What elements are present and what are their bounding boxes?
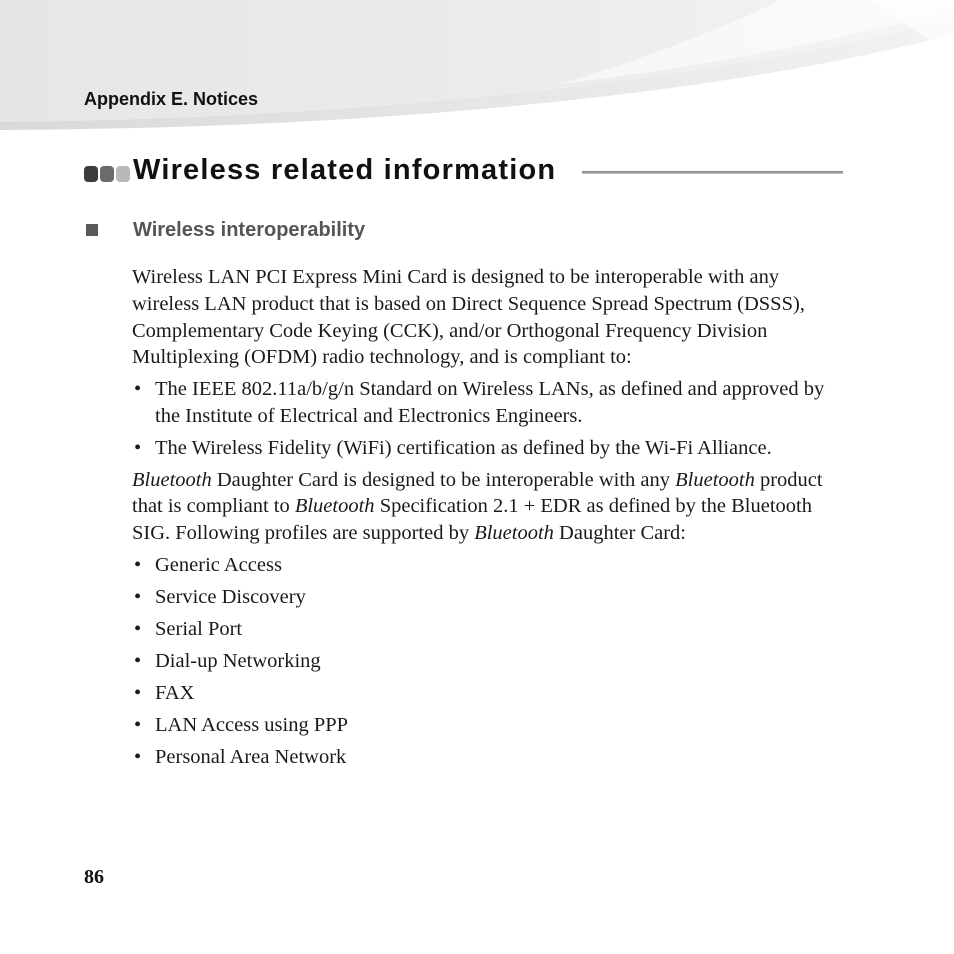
paragraph-text: Specification 2.1 + EDR as defined by the Bluetooth SIG. Following profiles are supported by <box>132 495 812 545</box>
list-item: • FAX <box>132 680 844 707</box>
running-header: Appendix E. Notices <box>84 89 259 109</box>
title-dot <box>84 166 98 182</box>
body-text <box>132 264 844 776</box>
section-title-row <box>84 154 844 194</box>
intro-paragraph: Wireless LAN PCI Express Mini Card is designed to be interoperable with any wireless LAN product that is based on Direct Sequence Spread Spectrum (DSSS), Complementary Code Keying (CCK), and/or Orthogonal Frequency Division Multiplexing (OFDM) radio technology, and is compliant to: <box>132 266 805 369</box>
page-number: 86 <box>84 866 104 888</box>
bluetooth-term: Bluetooth <box>675 468 755 491</box>
list-item: • Service Discovery <box>132 584 844 611</box>
section-title: Wireless related information <box>133 154 557 186</box>
standards-list <box>132 376 844 461</box>
list-item: • Serial Port <box>132 616 844 643</box>
list-item: • Dial-up Networking <box>132 648 844 675</box>
subheading: Wireless interoperability <box>133 219 366 241</box>
paragraph-text: Daughter Card is designed to be interoperable with any <box>211 468 676 491</box>
profiles-list <box>132 552 844 771</box>
list-item: • LAN Access using PPP <box>132 712 844 739</box>
bluetooth-paragraph <box>132 467 844 547</box>
title-dot <box>116 166 130 182</box>
list-item: • Generic Access <box>132 552 844 579</box>
paragraph-text: product that is compliant to <box>132 468 823 518</box>
list-item: • The Wireless Fidelity (WiFi) certification as defined by the Wi-Fi Alliance. <box>132 435 844 462</box>
title-rule-divider <box>582 171 843 174</box>
list-item: • The IEEE 802.11a/b/g/n Standard on Wireless LANs, as defined and approved by the Institute of Electrical and Electronics Engineers. <box>132 376 844 430</box>
square-bullet-icon <box>86 224 98 236</box>
paragraph-text: Daughter Card: <box>553 522 686 545</box>
bluetooth-term: Bluetooth <box>474 522 554 545</box>
list-item: • Personal Area Network <box>132 744 844 771</box>
header-swoosh-decoration <box>0 0 954 140</box>
title-dot <box>100 166 114 182</box>
bluetooth-term: Bluetooth <box>294 495 375 518</box>
bluetooth-term: Bluetooth <box>132 468 212 491</box>
